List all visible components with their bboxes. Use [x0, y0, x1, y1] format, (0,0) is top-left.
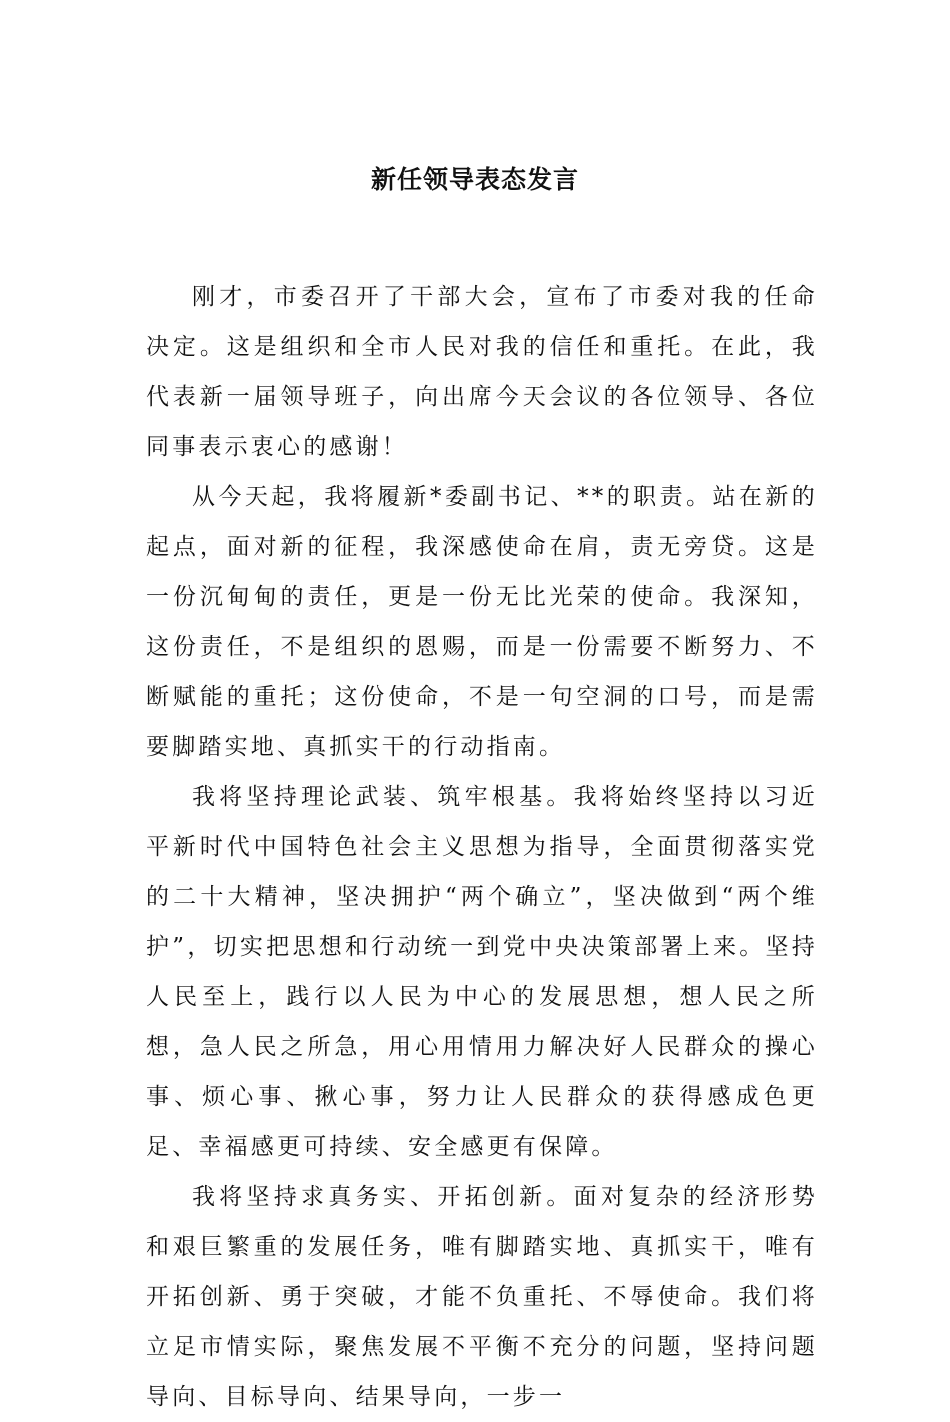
document-title: 新任领导表态发言 [370, 165, 579, 194]
paragraph: 我将坚持理论武装、筑牢根基。我将始终坚持以习近平新时代中国特色社会主义思想为指导，全面贯彻落实党的二十大精神，坚决拥护“两个确立”，坚决做到“两个维护”，切实把思想和行动统一到党中央决策部署上来。坚持人民至上，践行以人民为中心的发展思想，想人民之所想，急人民之所急，用心用情用力解决好人民群众的操心事、烦心事、揪心事，努力让人民群众的获得感成色更足、幸福感更可持续、安全感更有保障。 [146, 784, 818, 1160]
paragraph: 从今天起，我将履新*委副书记、**的职责。站在新的起点，面对新的征程，我深感使命在肩，责无旁贷。这是一份沉甸甸的责任，更是一份无比光荣的使命。我深知，这份责任，不是组织的恩赐，而是一份需要不断努力、不断赋能的重托；这份使命，不是一句空洞的口号，而是需要脚踏实地、真抓实干的行动指南。 [146, 484, 818, 760]
document-body [146, 272, 818, 1422]
paragraph: 刚才，市委召开了干部大会，宣布了市委对我的任命决定。这是组织和全市人民对我的信任和重托。在此，我代表新一届领导班子，向出席今天会议的各位领导、各位同事表示衷心的感谢！ [146, 284, 818, 460]
paragraph: 我将坚持求真务实、开拓创新。面对复杂的经济形势和艰巨繁重的发展任务，唯有脚踏实地、真抓实干，唯有开拓创新、勇于突破，才能不负重托、不辱使命。我们将立足市情实际，聚焦发展不平衡不充分的问题，坚持问题导向、目标导向、结果导向，一步一 [146, 1184, 818, 1410]
